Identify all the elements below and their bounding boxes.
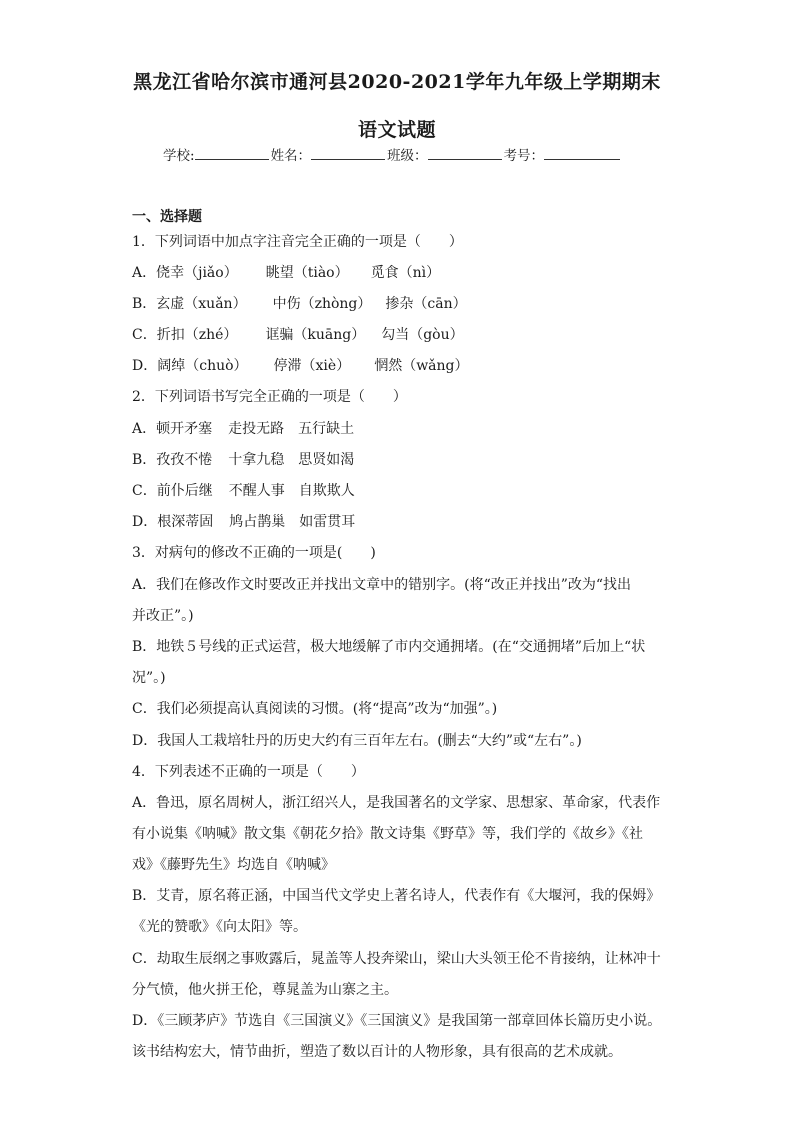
option-text: A．我们在修改作文时要改正并找出文章中的错别字。(将“改正并找出”改为“找出 — [132, 577, 632, 593]
question-stem: 4．下列表述不正确的一项是（ ） — [132, 764, 365, 780]
option-word: 停滞（xiè） — [273, 358, 351, 374]
name-label: 姓名： — [270, 148, 312, 164]
option-word: 不醒人事 — [228, 483, 285, 499]
option-row — [132, 295, 662, 313]
option-word: 自欺欺人 — [298, 483, 355, 499]
option-word: 如雷贯耳 — [299, 514, 356, 530]
option-word: 眺望（tiào） — [265, 265, 349, 281]
section-title: 一、选择题 — [132, 209, 202, 225]
name-field[interactable] — [311, 147, 385, 160]
option-word: 掺杂（cān） — [385, 296, 467, 312]
option-word: 中伤（zhòng） — [272, 296, 372, 312]
question-stem: 1．下列词语中加点字注音完全正确的一项是（ ） — [132, 234, 463, 250]
option-word: 十拿九稳 — [228, 452, 285, 468]
option-text: 况”。) — [132, 670, 166, 686]
option-text: D．《三顾茅庐》节选自《三国演义》《三国演义》是我国第一部章回体长篇历史小说。 — [132, 1013, 662, 1029]
exam-title: 黑龙江省哈尔滨市通河县2020-2021学年九年级上学期期末 — [133, 71, 661, 93]
option-text: 有小说集《呐喊》散文集《朝花夕拾》散文诗集《野草》等，我们学的《故乡》《社 — [132, 826, 643, 842]
school-label: 学校: — [163, 148, 195, 164]
class-label: 班级： — [387, 148, 428, 164]
option-row — [132, 326, 662, 344]
option-text: 《光的赞歌》《向太阳》等。 — [132, 919, 307, 935]
question-stem: 2．下列词语书写完全正确的一项是（ ） — [132, 389, 407, 405]
school-field[interactable] — [195, 147, 269, 160]
option-text: 戏》《藤野先生》均选自《呐喊》 — [132, 857, 335, 873]
option-word: C．前仆后继 — [132, 483, 213, 499]
option-word: 勾当（gòu） — [381, 327, 464, 343]
option-row — [132, 420, 662, 438]
question-stem: 3．对病句的修改不正确的一项是( ) — [132, 545, 376, 561]
option-row — [132, 264, 662, 282]
option-text: 该书结构宏大，情节曲折，塑造了数以百计的人物形象，具有很高的艺术成就。 — [132, 1044, 622, 1060]
option-word: 诓骗（kuāng） — [265, 327, 366, 343]
option-word: A．侥幸（jiǎo） — [132, 265, 238, 281]
option-word: D．阔绰（chuò） — [132, 358, 248, 374]
option-text: B．地铁５号线的正式运营，极大地缓解了市内交通拥堵。(在“交通拥堵”后加上“状 — [132, 639, 646, 655]
option-row — [132, 451, 662, 469]
option-word: B．孜孜不惓 — [132, 452, 213, 468]
exam-no-field[interactable] — [544, 147, 620, 160]
exam-no-label: 考号： — [503, 148, 545, 164]
option-word: A．顿开矛塞 — [132, 421, 213, 437]
option-text: C．我们必须提高认真阅读的习惯。(将“提高”改为“加强”。) — [132, 701, 498, 717]
option-text: A．鲁迅，原名周树人，浙江绍兴人，是我国著名的文学家、思想家、革命家，代表作 — [132, 795, 661, 811]
option-word: 鸠占鹊巢 — [229, 514, 286, 530]
option-row — [132, 513, 662, 531]
option-text: B．艾青，原名蒋正涵，中国当代文学史上著名诗人，代表作有《大堰河，我的保姆》 — [132, 888, 661, 904]
option-word: 五行缺土 — [298, 421, 355, 437]
option-word: 走投无路 — [228, 421, 285, 437]
option-text: C．劫取生辰纲之事败露后，晁盖等人投奔梁山，梁山大头领王伦不肯接纳，让林冲十 — [132, 951, 661, 967]
class-field[interactable] — [428, 147, 502, 160]
option-word: C．折扣（zhé） — [132, 327, 238, 343]
option-word: 觅食（nì） — [370, 265, 441, 281]
option-text: D．我国人工栽培牡丹的历史大约有三百年左右。(删去“大约”或“左右”。) — [132, 733, 582, 749]
exam-subtitle: 语文试题 — [357, 119, 436, 141]
option-text: 并改正”。) — [132, 608, 194, 624]
option-word: D．根深蒂固 — [132, 514, 214, 530]
option-row — [132, 357, 662, 375]
option-text: 分气愤，他火拼王伦，尊晁盖为山寨之主。 — [132, 982, 398, 998]
option-word: B．玄虚（xuǎn） — [132, 296, 247, 312]
option-word: 思贤如渴 — [298, 452, 355, 468]
option-word: 惘然（wǎng） — [374, 358, 469, 374]
student-info-row — [163, 144, 633, 164]
option-row — [132, 482, 662, 500]
